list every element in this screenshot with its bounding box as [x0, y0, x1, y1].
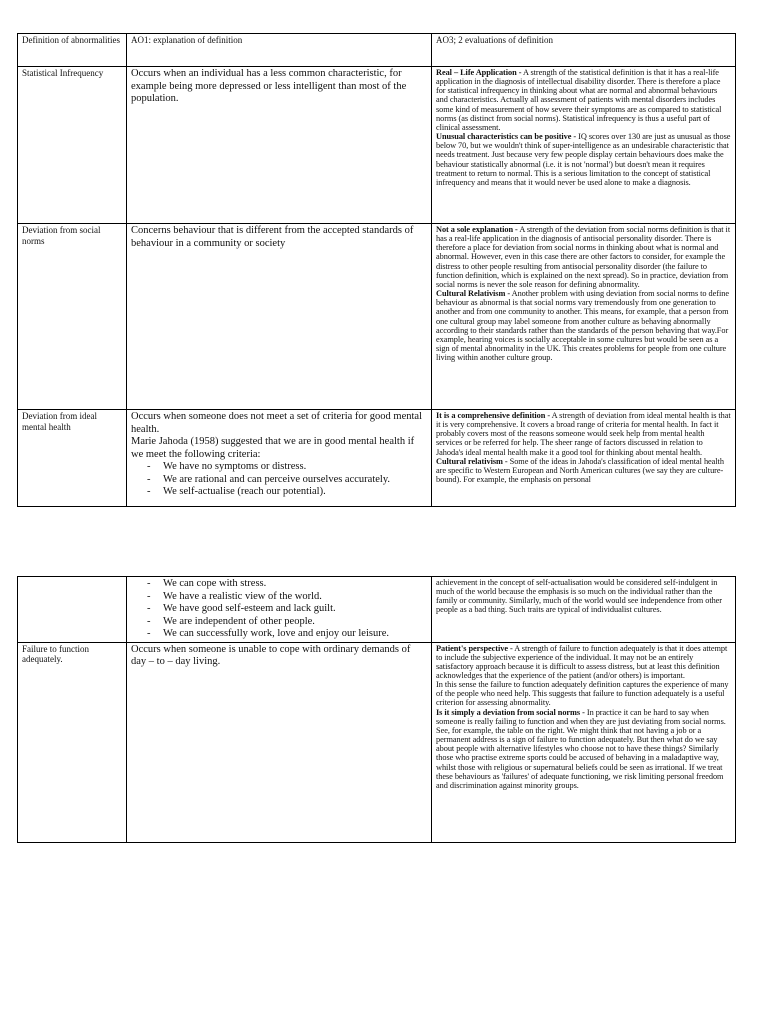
list-item: - We can cope with stress. — [163, 578, 427, 591]
list-item: - We are rational and can perceive ourselves accurately. — [163, 474, 427, 487]
list-item: - We can successfully work, love and enjoy our leisure. — [163, 628, 427, 641]
criteria-list — [131, 461, 427, 499]
evaluation-title: Not a sole explanation - — [436, 225, 518, 234]
definition-cell: Failure to function adequately. — [18, 642, 127, 842]
table-row — [18, 577, 736, 643]
evaluation-title: Cultural relativism - — [436, 456, 508, 466]
list-item: - We self-actualise (reach our potential). — [163, 486, 427, 499]
evaluation-cell — [432, 577, 736, 643]
table-header-row — [18, 34, 736, 67]
evaluation-cell — [432, 67, 736, 224]
evaluation-text: A strength of the statistical definition is that it has a real-life application in the diagnosis of intellectual disability disorder. There is therefore a place for statistical infrequency in thinking about what are normal and abnormal behaviours and characteristics. Actually all assessment of patients with mental disorders includes some kind of measurement of how severe their symptoms are as compared to statistical norms (as distinct from social norms). Statistical infrequency is thus a useful part of clinical assessment. — [436, 68, 722, 132]
jahoda-intro: Marie Jahoda (1958) suggested that we are in good mental health if we meet the following criteria: — [131, 436, 415, 460]
table-row — [18, 224, 736, 410]
evaluation-text: achievement in the concept of self-actualisation would be considered self-indulgent in much of the world because the emphasis is so much on the individual rather than the family or community. Similarly, much of the world would see independence from other people as a bad thing. Such traits are typical of individualist cultures. — [436, 578, 723, 615]
explanation-cell: Concerns behaviour that is different from the accepted standards of behaviour in a community or society — [127, 224, 432, 410]
definition-cell: Deviation from social norms — [18, 224, 127, 410]
evaluation-text: IQ scores over 130 are just as unusual as those below 70, but we wouldn't think of super-intelligence as an undesirable characteristic that needs treatment. Just because very few people display certain behaviours does make the behaviour statistically abnormal (i.e. it is not 'normal') but doesn't mean it requires treatment to return to normal. This is a serious limitation to the concept of statistical infrequency and means that it would never be used alone to make a diagnosis. — [436, 132, 731, 187]
header-ao3: AO3; 2 evaluations of definition — [432, 34, 736, 67]
list-item: - We are independent of other people. — [163, 616, 427, 629]
definition-cell — [18, 577, 127, 643]
evaluation-text: In practice it can be hard to say when someone is really failing to function and when they are just deviating from social norms. See, for example, the table on the right. We might think that not having a job or a permanent address is a sign of failure to function adequately. But then what do we say about people with alternative lifestyles who choose not to have these things? Similarly those who practise extreme sports could be accused of behaving in a maladaptive way, whilst those with religious or supernatural beliefs could be seen as irrational. If we treat these behaviours as 'failures' of adequate functioning, we risk limiting personal freedom and discrimination against minority groups. — [436, 707, 726, 790]
evaluation-text: A strength of the deviation from social norms definition is that it has a real-life application in the diagnosis of antisocial personality disorder. There is therefore a place for deviation from social norms in thinking about what is normal and abnormal. However, even in this case there are other factors to consider, for example the distress to other people resulting from antisocial personality disorder (the failure to function definition, which is explained on the next spread). So in practice, deviation from social norms is never the sole reason for defining abnormality. — [436, 225, 731, 289]
table-row — [18, 410, 736, 507]
evaluation-title: Real – Life Application - — [436, 68, 522, 77]
explanation-cell — [127, 410, 432, 507]
table-row — [18, 642, 736, 842]
list-item: - We have a realistic view of the world. — [163, 591, 427, 604]
abnormality-definitions-table-continued — [17, 576, 736, 843]
explanation-cell — [127, 577, 432, 643]
evaluation-cell — [432, 410, 736, 507]
definition-cell: Deviation from ideal mental health — [18, 410, 127, 507]
evaluation-title: Cultural Relativism - — [436, 289, 511, 299]
evaluation-text: A strength of deviation from ideal mental health is that it is very comprehensive. It covers a broad range of criteria for mental health. In fact it probably covers most of the reasons someone would seek help from mental health services or be referred for help. The sheer range of factors discussed in relation to Jahoda's ideal mental health make it a good tool for thinking about mental health. — [436, 411, 731, 457]
evaluation-title: It is a comprehensive definition - — [436, 411, 551, 420]
evaluation-text: Some of the ideas in Jahoda's classification of ideal mental health are specific to Western European and North American cultures (we say they are culture-bound). For example, the emphasis on personal — [436, 456, 724, 485]
evaluation-cell — [432, 642, 736, 842]
evaluation-text: Another problem with using deviation from social norms to define behaviour as abnormal is that social norms vary tremendously from one generation to another and from one community to another. This means, for example, that a person from one cultural group may label someone from another culture as behaving abnormally according to their standards rather than the standards of the person behaving that way.For example, hearing voices is socially acceptable in some cultures but would be seen as a sign of mental abnormality in the UK. This creates problems for people from one culture living within another culture group. — [436, 289, 729, 363]
evaluation-cell — [432, 224, 736, 410]
abnormality-definitions-table — [17, 33, 736, 507]
list-item: - We have no symptoms or distress. — [163, 461, 427, 474]
explanation-cell: Occurs when an individual has a less common characteristic, for example being more depressed or less intelligent than most of the population. — [127, 67, 432, 224]
evaluation-title: Patient's perspective - — [436, 643, 513, 653]
explanation-cell: Occurs when someone is unable to cope with ordinary demands of day – to – day living. — [127, 642, 432, 842]
header-definition: Definition of abnormalities — [18, 34, 127, 67]
header-ao1: AO1: explanation of definition — [127, 34, 432, 67]
table-row — [18, 67, 736, 224]
evaluation-title: Is it simply a deviation from social norms - — [436, 707, 585, 717]
explanation-text: Occurs when someone does not meet a set of criteria for good mental health. — [131, 411, 422, 435]
evaluation-text: In this sense the failure to function adequately definition captures the experience of many of the people who need help. This suggests that failure to function adequately is a useful criterion for assessing abnormality. — [436, 680, 729, 708]
definition-cell: Statistical Infrequency — [18, 67, 127, 224]
evaluation-title: Unusual characteristics can be positive - — [436, 132, 577, 142]
criteria-list — [131, 578, 427, 641]
list-item: - We have good self-esteem and lack guilt. — [163, 603, 427, 616]
evaluation-text: A strength of failure to function adequately is that it does attempt to include the subjective experience of the individual. It may not be an entirely satisfactory approach because it is difficult to assess distress, but at least this definition acknowledges that the experience of the patient (and/or others) is important. — [436, 643, 728, 680]
